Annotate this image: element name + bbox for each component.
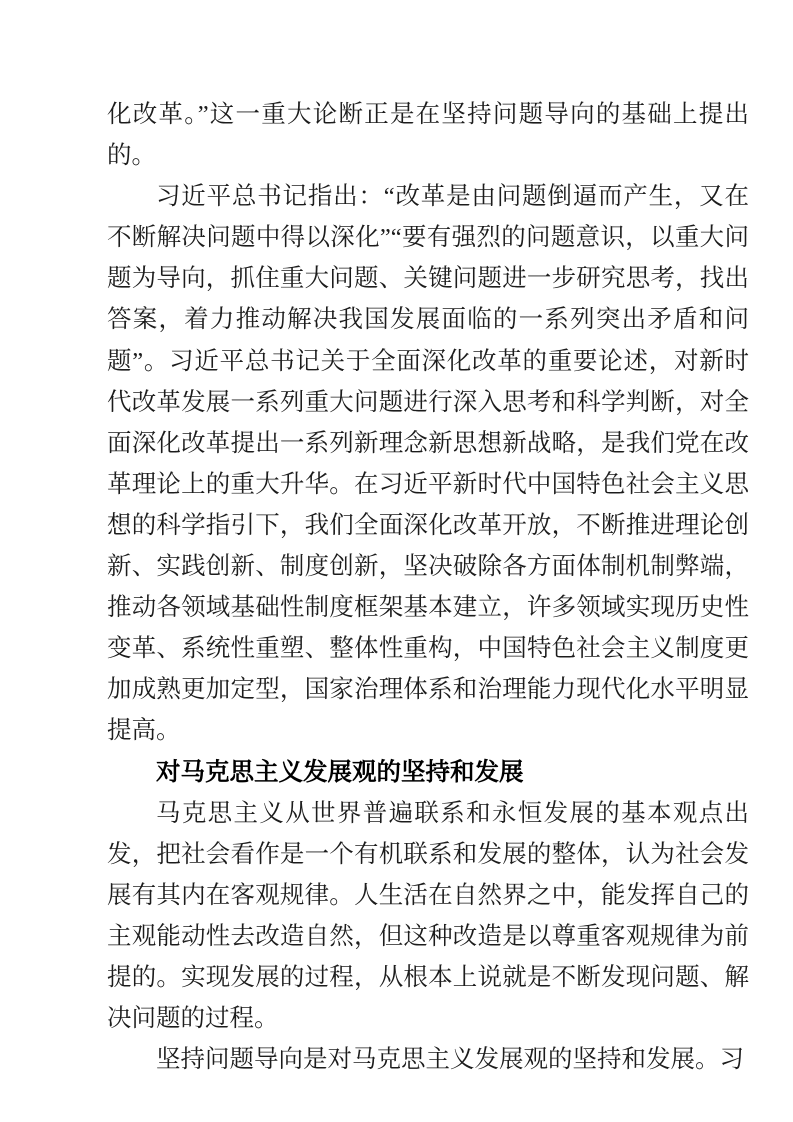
- document-body: [107, 94, 749, 1080]
- paragraph: 马克思主义从世界普遍联系和永恒发展的基本观点出发，把社会看作是一个有机联系和发展的整体，认为社会发展有其内在客观规律。人生活在自然界之中，能发挥自己的主观能动性去改造自然，但这种改造是以尊重客观规律为前提的。实现发展的过程，从根本上说就是不断发现问题、解决问题的过程。: [107, 799, 749, 1033]
- paragraph: 化改革。”这一重大论断正是在坚持问题导向的基础上提出的。: [107, 101, 749, 170]
- paragraph: 习近平总书记指出：“改革是由问题倒逼而产生，又在不断解决问题中得以深化”“要有强烈的问题意识，以重大问题为导向，抓住重大问题、关键问题进一步研究思考，找出答案，着力推动解决我国发展面临的一系列突出矛盾和问题”。习近平总书记关于全面深化改革的重要论述，对新时代改革发展一系列重大问题进行深入思考和科学判断，对全面深化改革提出一系列新理念新思想新战略，是我们党在改革理论上的重大升华。在习近平新时代中国特色社会主义思想的科学指引下，我们全面深化改革开放，不断推进理论创新、实践创新、制度创新，坚决破除各方面体制机制弊端，推动各领域基础性制度框架基本建立，许多领域实现历史性变革、系统性重塑、整体性重构，中国特色社会主义制度更加成熟更加定型，国家治理体系和治理能力现代化水平明显提高。: [107, 183, 749, 745]
- section-heading: 对马克思主义发展观的坚持和发展: [156, 758, 524, 786]
- paragraph: 坚持问题导向是对马克思主义发展观的坚持和发展。习: [156, 1046, 744, 1074]
